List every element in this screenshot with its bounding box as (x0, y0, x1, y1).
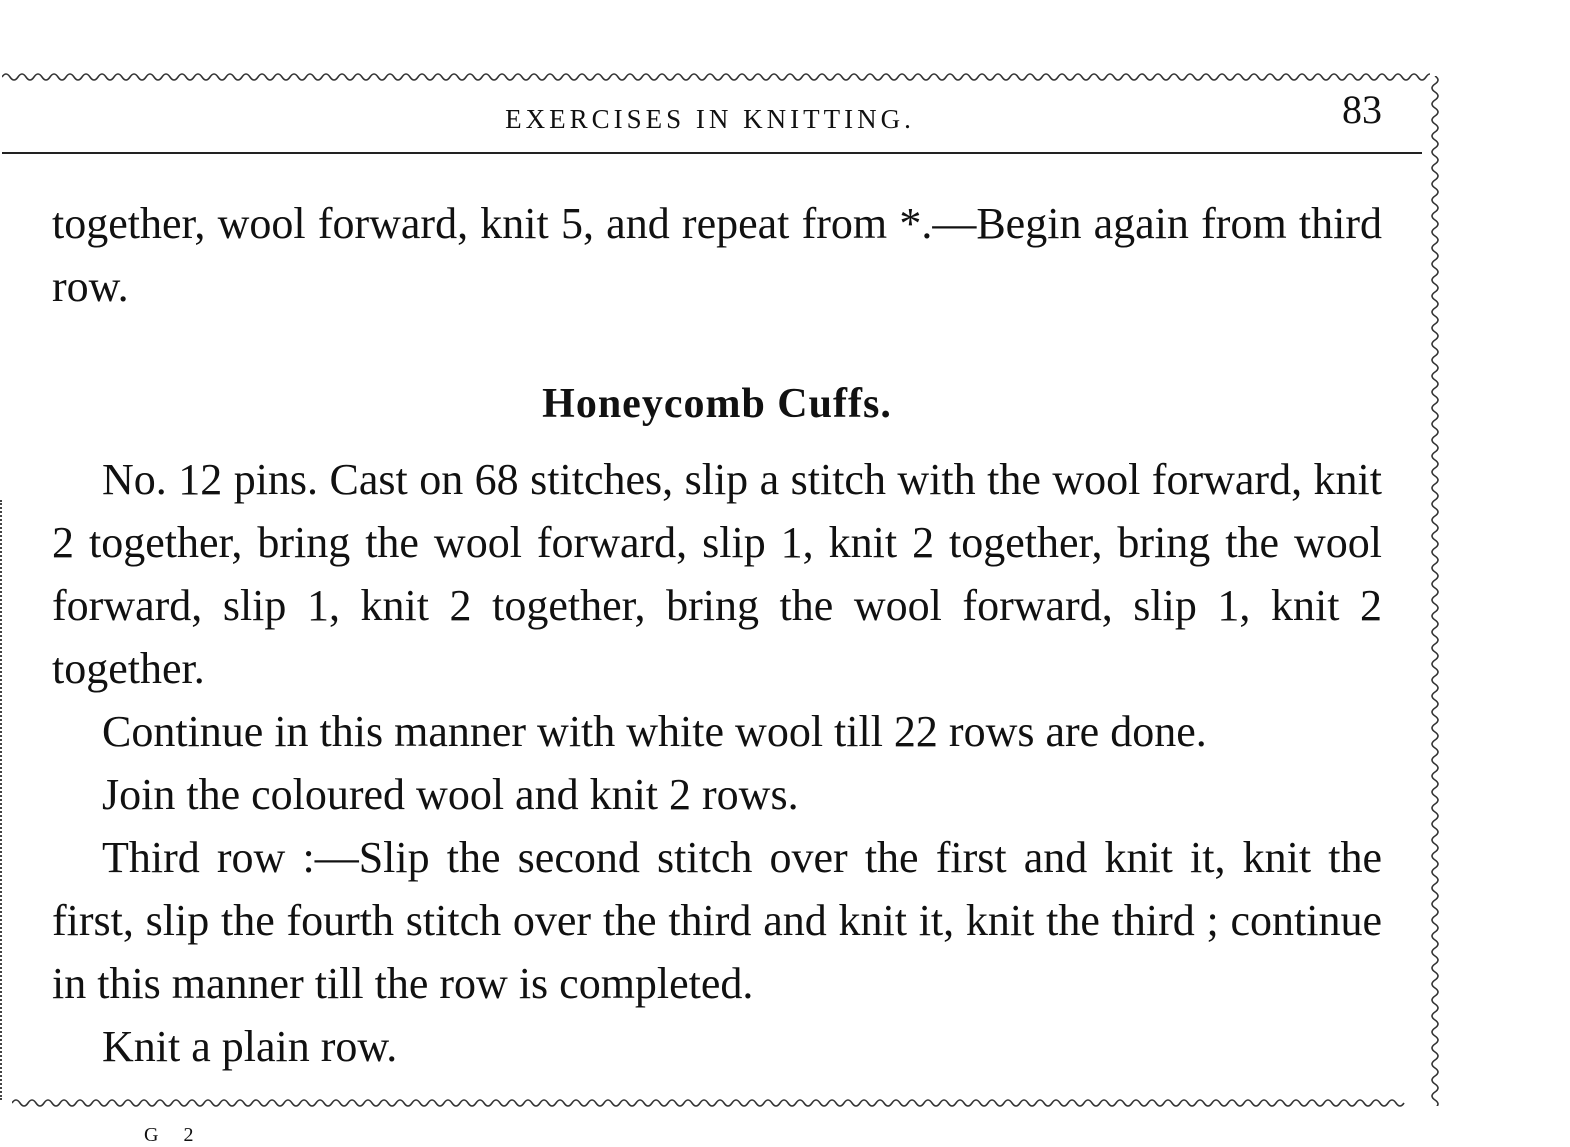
bottom-border-ornament (12, 1092, 1432, 1114)
paragraph-coloured-wool: Join the coloured wool and knit 2 rows. (102, 770, 799, 819)
header-rule (2, 152, 1422, 154)
signature-mark: G 2 (144, 1124, 204, 1146)
paragraph-third-row: Third row :—Slip the second stitch over the first and knit it, knit the first, slip the fourth stitch over the third and knit it, knit the third ; continue in this manner till the row is completed. (52, 833, 1382, 1008)
left-dotted-border (0, 500, 5, 1100)
section-heading: Honeycomb Cuffs. (542, 381, 892, 427)
paragraph-continued: together, wool forward, knit 5, and repeat from *.—Begin again from third row. (52, 199, 1382, 311)
page-body (52, 192, 1382, 1078)
right-border-ornament (1424, 76, 1446, 1106)
top-border-ornament (2, 66, 1430, 88)
running-title: EXERCISES IN KNITTING. (505, 104, 915, 134)
page-number: 83 (1342, 87, 1382, 132)
paragraph-plain-row: Knit a plain row. (102, 1022, 398, 1071)
paragraph-white-wool: Continue in this manner with white wool till 22 rows are done. (102, 707, 1207, 756)
paragraph-instructions: No. 12 pins. Cast on 68 stitches, slip a stitch with the wool forward, knit 2 together, bring the wool forward, slip 1, knit 2 together, bring the wool forward, slip 1, knit 2 together, bring the wool forward, slip 1, knit 2 together. (52, 455, 1382, 693)
